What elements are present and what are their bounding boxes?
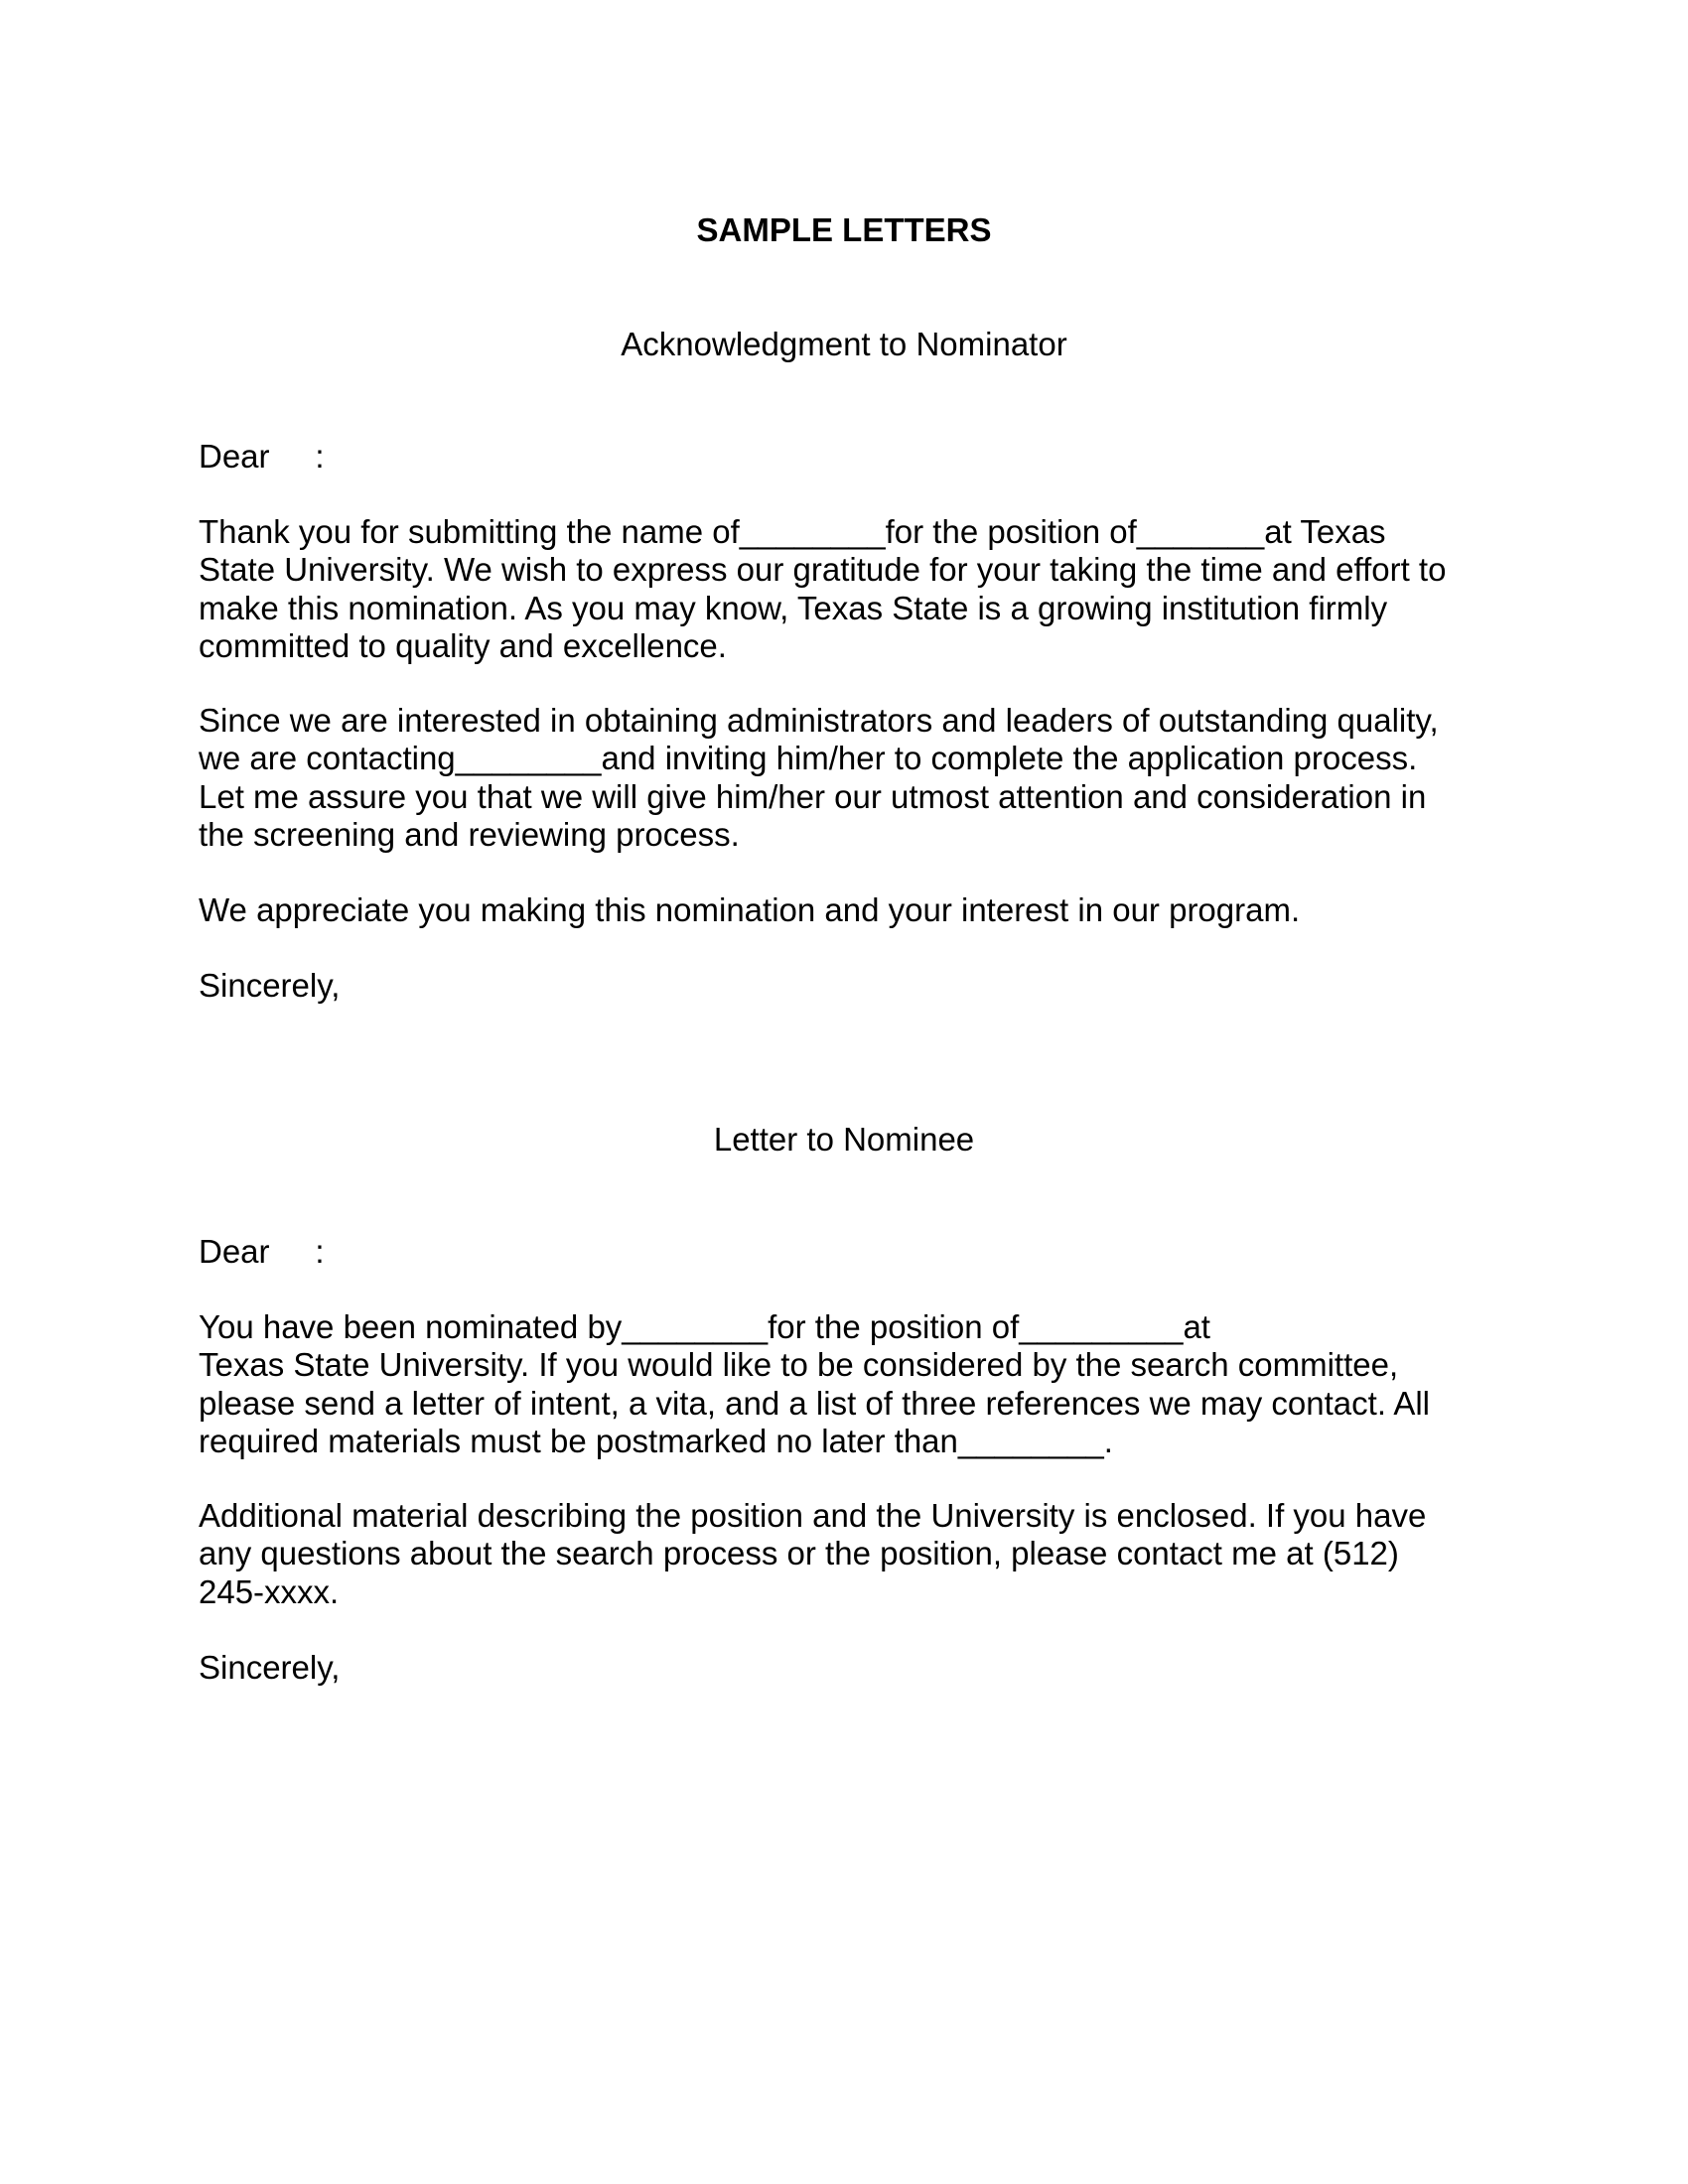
letter-closing: Sincerely, xyxy=(199,967,341,1004)
letter-paragraph: We appreciate you making this nomination and your interest in our program. xyxy=(199,891,1301,928)
letter-paragraph: Thank you for submitting the name of________for the position of_______at Texas State University. We wish to express our gratitude for your taking the time and effort to make this nomination. As you may know, Texas State is a growing institution firmly committed to quality and excellence. xyxy=(199,513,1447,664)
letter-closing: Sincerely, xyxy=(199,1649,341,1686)
letter-paragraph: Since we are interested in obtaining administrators and leaders of outstanding quality, we are contacting________and inviting him/her to complete the application process. Let me assure you that we will give him/her our utmost attention and consideration in the screening and reviewing process. xyxy=(199,702,1439,853)
page-title: SAMPLE LETTERS xyxy=(696,211,992,248)
letter-paragraph: You have been nominated by________for the position of_________at Texas State University. If you would like to be considered by the search committee, please send a letter of intent, a vita, and a list of three references we may contact. All required materials must be postmarked no later than________. xyxy=(199,1308,1431,1459)
letter-salutation: Dear : xyxy=(199,438,325,475)
letter-salutation: Dear : xyxy=(199,1233,325,1270)
letter-heading: Letter to Nominee xyxy=(713,1121,975,1158)
letter-heading: Acknowledgment to Nominator xyxy=(621,326,1067,362)
letter-paragraph: Additional material describing the position and the University is enclosed. If you have any questions about the search process or the position, please contact me at (512) 245-xxxx. xyxy=(199,1497,1427,1610)
